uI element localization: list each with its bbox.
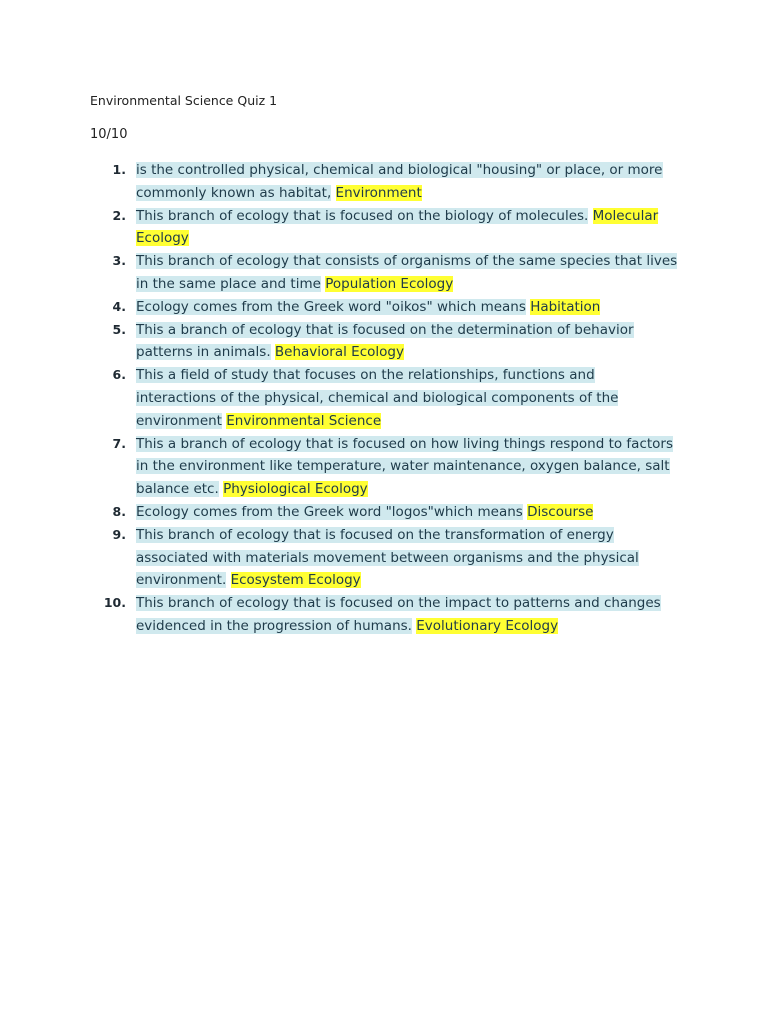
answer-highlight: Population Ecology [325,275,454,292]
question-text: Ecology comes from the Greek word "oikos" which means [136,298,526,315]
answer-highlight: Discourse [527,503,594,520]
answer-highlight: Molecular Ecology [136,207,659,247]
question-text: This branch of ecology that is focused on the biology of molecules. [136,207,589,224]
question-text: This a branch of ecology that is focused on how living things respond to factors in the environment like temperature, water maintenance, oxygen balance, salt balance etc. [136,435,674,498]
question-item-1 [100,159,678,205]
question-item-3 [100,250,678,296]
question-number: 6. [112,367,126,383]
question-number: 7. [112,435,126,451]
question-item-10 [100,592,678,638]
question-number: 10. [103,595,126,611]
answer-highlight: Environmental Science [226,412,382,429]
question-number: 9. [112,526,126,542]
question-list [100,159,678,638]
question-number: 8. [112,503,126,519]
question-number: 3. [112,253,126,269]
question-text: This branch of ecology that is focused on the transformation of energy associated with materials movement between organisms and the physical environment. [136,526,639,589]
question-text: This branch of ecology that is focused on the impact to patterns and changes evidenced in the progression of humans. [136,595,661,634]
question-number: 1. [112,162,126,177]
question-number: 4. [112,298,126,314]
question-item-4 [100,296,678,319]
question-item-8 [100,501,678,524]
document-title: Environmental Science Quiz 1 [90,93,278,108]
answer-highlight: Evolutionary Ecology [416,617,559,634]
question-item-5 [100,319,678,365]
question-number: 2. [112,207,126,223]
question-text: This a field of study that focuses on the relationships, functions and interactions of the physical, chemical and biological components of the environment [136,367,619,429]
question-item-2 [100,205,678,251]
question-item-7 [100,433,678,501]
answer-highlight: Habitation [530,298,601,315]
question-text: This branch of ecology that consists of organisms of the same species that lives in the same place and time [136,253,678,292]
question-number: 5. [112,321,126,337]
question-item-9 [100,524,678,592]
quiz-score: 10/10 [90,127,128,142]
question-text: is the controlled physical, chemical and biological "housing" or place, or more commonly known as habitat, [136,162,663,201]
answer-highlight: Environment [335,184,422,201]
answer-highlight: Ecosystem Ecology [230,572,361,589]
question-text: Ecology comes from the Greek word "logos"which means [136,503,523,520]
question-text: This a branch of ecology that is focused on the determination of behavior patterns in animals. [136,321,634,361]
answer-highlight: Physiological Ecology [223,481,368,498]
question-item-6 [100,364,678,432]
answer-highlight: Behavioral Ecology [274,344,404,361]
